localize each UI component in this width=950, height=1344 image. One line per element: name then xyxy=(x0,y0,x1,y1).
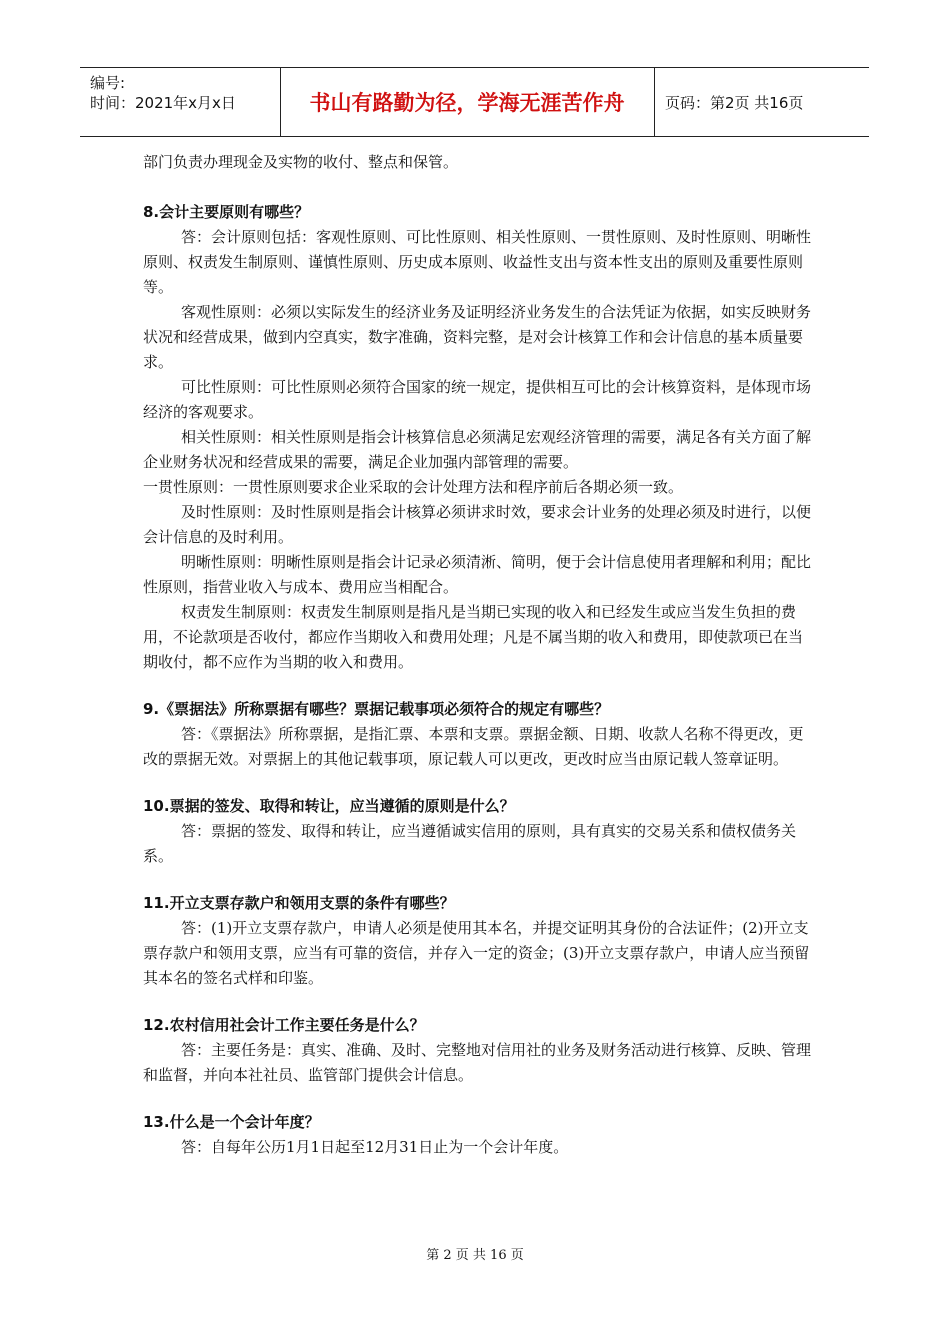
header-meta xyxy=(80,68,281,136)
question-12-answer: 答：主要任务是：真实、准确、及时、完整地对信用社的业务及财务活动进行核算、反映、管理和监督，并向本社社员、监管部门提供会计信息。 xyxy=(143,1041,812,1084)
question-11-title: 11.开立支票存款户和领用支票的条件有哪些？ xyxy=(143,894,455,912)
comparability-principle: 可比性原则：可比性原则必须符合国家的统一规定，提供相互可比的会计核算资料，是体现市场经济的客观要求。 xyxy=(143,378,812,421)
intro-paragraph: 部门负责办理现金及实物的收付、整点和保管。 xyxy=(143,153,459,171)
question-12-title: 12.农村信用社会计工作主要任务是什么？ xyxy=(143,1016,425,1034)
timeliness-principle: 及时性原则：及时性原则是指会计核算必须讲求时效，要求会计业务的处理必须及时进行，以便会计信息的及时利用。 xyxy=(143,503,812,546)
header-motto: 书山有路勤为径，学海无涯苦作舟 xyxy=(280,68,655,136)
document-time-label: 时间：2021年x月x日 xyxy=(90,94,236,112)
document-body xyxy=(143,150,813,1160)
document-number-label: 编号: xyxy=(90,74,126,92)
question-13-title: 13.什么是一个会计年度？ xyxy=(143,1113,320,1131)
consistency-principle: 一贯性原则：一贯性原则要求企业采取的会计处理方法和程序前后各期必须一致。 xyxy=(143,478,684,496)
page-header xyxy=(80,67,869,137)
header-page-info: 页码：第2页 共16页 xyxy=(665,93,804,112)
objectivity-principle: 客观性原则：必须以实际发生的经济业务及证明经济业务发生的合法凭证为依据，如实反映财务状况和经营成果，做到内空真实，数字准确，资料完整，是对会计核算工作和会计信息的基本质量要求。 xyxy=(143,303,812,371)
clarity-principle: 明晰性原则：明晰性原则是指会计记录必须清淅、简明，便于会计信息使用者理解和利用；配比性原则，指营业收入与成本、费用应当相配合。 xyxy=(143,553,812,596)
question-9-title: 9.《票据法》所称票据有哪些？票据记载事项必须符合的规定有哪些？ xyxy=(143,700,610,718)
question-8-title: 8.会计主要原则有哪些？ xyxy=(143,203,310,221)
question-11-answer: 答：(1)开立支票存款户，申请人必须是使用其本名，并提交证明其身份的合法证件；(2)开立支票存款户和领用支票，应当有可靠的资信，并存入一定的资金；(3)开立支票存款户，申请人应当预留其本名的签名式样和印鉴。 xyxy=(143,919,810,987)
relevance-principle: 相关性原则：相关性原则是指会计核算信息必须满足宏观经济管理的需要，满足各有关方面了解企业财务状况和经营成果的需要，满足企业加强内部管理的需要。 xyxy=(143,428,812,471)
page-footer: 第 2 页 共 16 页 xyxy=(426,1248,524,1263)
question-13-answer: 答：自每年公历1月1日起至12月31日止为一个会计年度。 xyxy=(181,1138,569,1156)
question-10-title: 10.票据的签发、取得和转让，应当遵循的原则是什么？ xyxy=(143,797,515,815)
accrual-principle: 权责发生制原则：权责发生制原则是指凡是当期已实现的收入和已经发生或应当发生负担的费用，不论款项是否收付，都应作当期收入和费用处理；凡是不属当期的收入和费用，即使款项已在当期收付，都不应作为当期的收入和费用。 xyxy=(143,603,804,671)
question-9-answer: 答：《票据法》所称票据，是指汇票、本票和支票。票据金额、日期、收款人名称不得更改，更改的票据无效。对票据上的其他记载事项，原记载人可以更改，更改时应当由原记载人签章证明。 xyxy=(143,725,804,768)
question-8-answer: 答：会计原则包括：客观性原则、可比性原则、相关性原则、一贯性原则、及时性原则、明晰性原则、权责发生制原则、谨慎性原则、历史成本原则、收益性支出与资本性支出的原则及重要性原则等。 xyxy=(143,228,812,296)
question-10-answer: 答：票据的签发、取得和转让，应当遵循诚实信用的原则，具有真实的交易关系和债权债务关系。 xyxy=(143,822,797,865)
